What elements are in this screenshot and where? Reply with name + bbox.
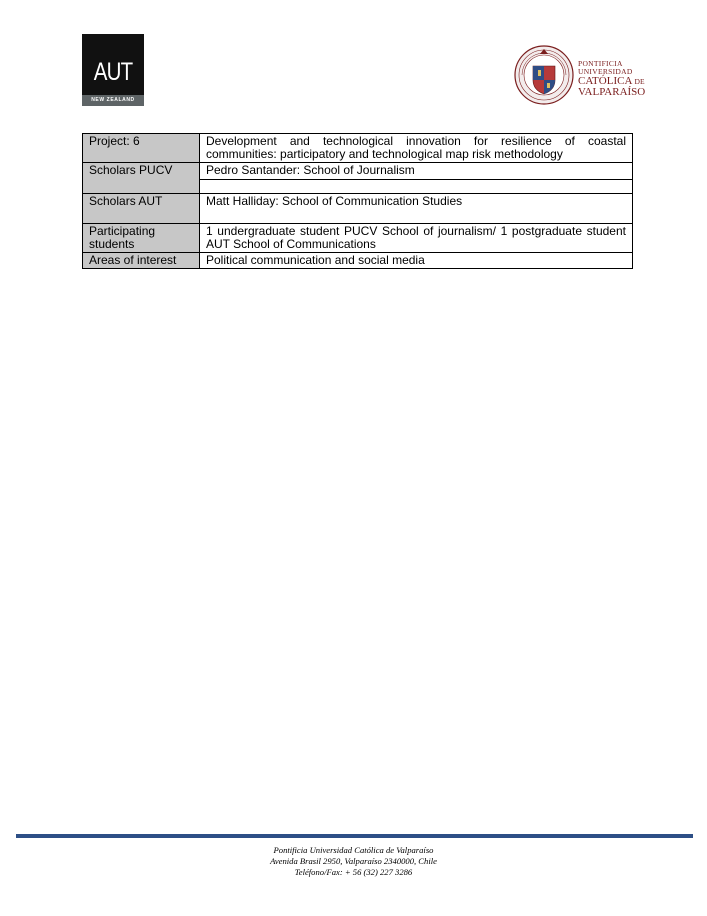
table-row-interest	[83, 253, 633, 269]
pucv-name-line2: UNIVERSIDAD	[578, 66, 633, 76]
footer-line2: Avenida Brasil 2950, Valparaíso 2340000, Chile	[270, 856, 437, 866]
pucv-name-line3-main: CATÓLICA	[578, 74, 632, 87]
project-info-table	[82, 133, 633, 269]
footer-line3: Teléfono/Fax: + 56 (32) 227 3286	[294, 867, 413, 877]
students-label: Participating students	[83, 224, 200, 253]
scholars-aut-value: Matt Halliday: School of Communication Studies	[200, 194, 633, 224]
students-value: 1 undergraduate student PUCV School of journalism/ 1 postgraduate student AUT School of Communications	[200, 224, 633, 253]
pucv-name-line1: PONTIFICIA	[578, 59, 623, 68]
project-value: Development and technological innovation for resilience of coastal communities: participatory and technological map risk methodology	[200, 134, 633, 163]
table-row-students	[83, 224, 633, 253]
pucv-name-line4: VALPARAÍSO	[578, 86, 646, 99]
aut-band-text: NEW ZEALAND	[82, 95, 144, 106]
interest-value: Political communication and social media	[200, 253, 633, 269]
table-row-scholars-aut	[83, 194, 633, 224]
project-label: Project: 6	[83, 134, 200, 163]
scholars-pucv-label: Scholars PUCV	[83, 163, 200, 194]
pucv-seal-icon	[514, 42, 574, 108]
pucv-name-line3-small: DE	[634, 76, 645, 86]
scholars-pucv-empty-cell	[200, 180, 633, 194]
pucv-name	[578, 60, 645, 99]
aut-logo	[82, 34, 144, 106]
footer-address	[0, 845, 707, 878]
interest-label: Areas of interest	[83, 253, 200, 269]
scholars-aut-label: Scholars AUT	[83, 194, 200, 224]
scholars-pucv-value: Pedro Santander: School of Journalism	[200, 163, 633, 180]
pucv-logo	[514, 42, 654, 110]
table-row-project	[83, 134, 633, 163]
aut-wordmark: AUT	[93, 58, 133, 86]
table-row-scholars-pucv	[83, 163, 633, 180]
footer-divider	[16, 834, 693, 838]
footer-line1: Pontificia Universidad Católica de Valparaíso	[273, 845, 434, 855]
